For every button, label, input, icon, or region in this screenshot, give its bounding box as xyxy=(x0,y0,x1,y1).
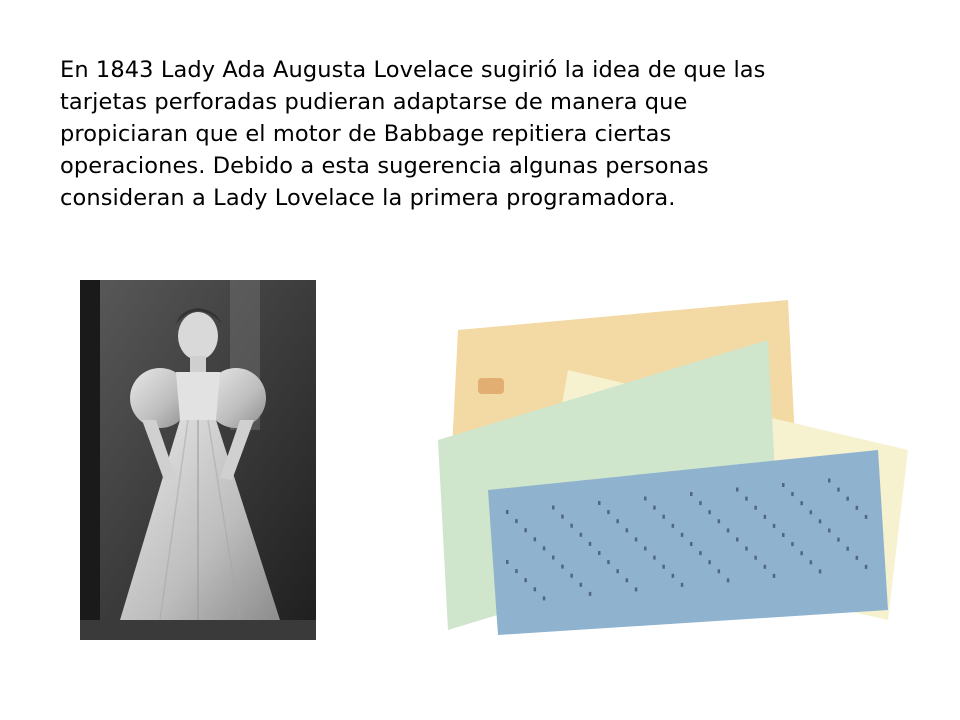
punch-hole xyxy=(764,515,767,519)
punch-hole xyxy=(534,537,537,541)
punch-hole xyxy=(782,533,785,537)
punch-hole xyxy=(810,510,813,514)
punched-cards-icon xyxy=(418,300,938,640)
punch-hole xyxy=(662,515,665,519)
punch-hole xyxy=(515,519,518,523)
punch-hole xyxy=(506,560,509,564)
punch-hole xyxy=(534,587,537,591)
punch-hole xyxy=(543,546,546,550)
punch-hole xyxy=(681,533,684,537)
punch-hole xyxy=(708,510,711,514)
portrait-engraving-icon xyxy=(80,280,316,640)
punch-hole xyxy=(865,515,868,519)
punch-hole xyxy=(672,524,675,528)
punch-hole xyxy=(552,556,555,560)
punch-hole xyxy=(543,596,546,600)
punch-hole xyxy=(644,497,647,501)
punch-hole xyxy=(607,560,610,564)
punch-hole xyxy=(764,565,767,569)
punch-hole xyxy=(561,565,564,569)
punch-hole xyxy=(644,547,647,551)
punch-hole xyxy=(524,578,527,582)
punch-hole xyxy=(616,519,619,523)
punch-hole xyxy=(718,519,721,523)
body-paragraph xyxy=(60,54,920,214)
punch-hole xyxy=(736,488,739,492)
punch-hole xyxy=(524,528,527,532)
punch-hole xyxy=(718,569,721,573)
punch-hole xyxy=(635,587,638,591)
punch-hole xyxy=(791,542,794,546)
punch-hole xyxy=(810,560,813,564)
punch-hole xyxy=(672,574,675,578)
punch-hole xyxy=(846,547,849,551)
paragraph-line: En 1843 Lady Ada Augusta Lovelace sugirió la idea de que las xyxy=(60,57,766,83)
punch-hole xyxy=(616,569,619,573)
punch-hole xyxy=(598,551,601,555)
punch-hole xyxy=(635,537,638,541)
punch-hole xyxy=(506,510,509,514)
punch-hole xyxy=(828,529,831,533)
punch-hole xyxy=(819,519,822,523)
punch-hole xyxy=(626,578,629,582)
paragraph-line: propiciaran que el motor de Babbage repitiera ciertas xyxy=(60,121,672,147)
punch-hole xyxy=(828,479,831,483)
punch-hole xyxy=(580,533,583,537)
punch-hole xyxy=(653,556,656,560)
punch-hole xyxy=(800,501,803,505)
punch-hole xyxy=(819,569,822,573)
punch-hole xyxy=(699,551,702,555)
punch-hole xyxy=(727,578,730,582)
punch-hole xyxy=(561,515,564,519)
punch-hole xyxy=(846,497,849,501)
punch-hole xyxy=(837,538,840,542)
punch-hole xyxy=(745,497,748,501)
punch-hole xyxy=(515,569,518,573)
punch-hole xyxy=(791,492,794,496)
punch-hole xyxy=(589,592,592,596)
paragraph-line: consideran a Lady Lovelace la primera programadora. xyxy=(60,185,676,211)
punch-hole xyxy=(607,510,610,514)
punch-hole xyxy=(570,574,573,578)
punch-hole xyxy=(754,506,757,510)
punch-hole xyxy=(773,524,776,528)
punch-hole xyxy=(552,506,555,510)
punch-hole xyxy=(856,556,859,560)
punch-hole xyxy=(745,547,748,551)
punch-hole xyxy=(754,556,757,560)
punch-hole xyxy=(782,483,785,487)
punch-hole xyxy=(856,506,859,510)
punch-hole xyxy=(773,574,776,578)
punch-hole xyxy=(626,528,629,532)
punch-hole xyxy=(727,528,730,532)
paragraph-line: operaciones. Debido a esta sugerencia algunas personas xyxy=(60,153,709,179)
punch-hole xyxy=(653,506,656,510)
punch-hole xyxy=(699,501,702,505)
punch-hole xyxy=(837,488,840,492)
punch-hole xyxy=(690,542,693,546)
punch-hole xyxy=(736,538,739,542)
punch-hole xyxy=(681,583,684,587)
punch-hole xyxy=(598,501,601,505)
paragraph-line: tarjetas perforadas pudieran adaptarse de manera que xyxy=(60,89,688,115)
punch-hole xyxy=(580,583,583,587)
punch-hole xyxy=(662,565,665,569)
punch-hole xyxy=(865,565,868,569)
punch-hole xyxy=(589,542,592,546)
punch-hole xyxy=(690,492,693,496)
punch-hole xyxy=(800,551,803,555)
punch-hole xyxy=(570,524,573,528)
punch-hole xyxy=(708,560,711,564)
